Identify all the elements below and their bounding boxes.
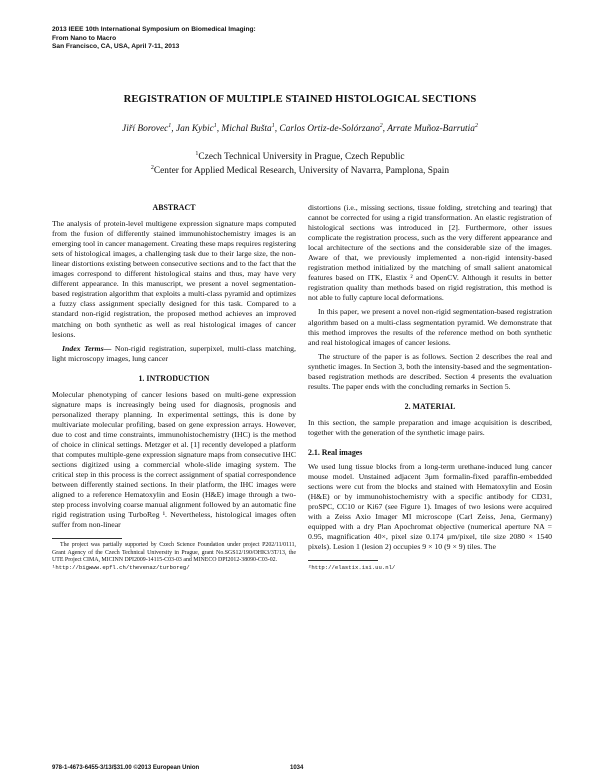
- author-affiliation-mark: 1: [271, 123, 275, 129]
- affiliation-line: $^1$Czech Technical University in Prague, Czech Republic: [195, 151, 405, 162]
- intro-continued-text: distortions (i.e., missing sections, tissue folding, stretching and tearing) that cannot be corrected for using a rigid transformation. An elastic registration of histological sections was introduced in [2]. Furthermore, other issues complicate the registration process, such as the very different appearance and local architecture of the sections and the considerable size of the images. Aware of that, we previously implemented a non-rigid intensity-based registration method initialized by the matching of small salient anatomical features based on ITK, Elastix ² and OpenCV. Although it results in better registration quality than methods based on rigid registration, this method is not able to fully capture local deformations.: [308, 203, 552, 303]
- left-column: [52, 203, 296, 571]
- conference-line-1: 2013 IEEE 10th International Symposium on Biomedical Imaging:: [52, 26, 256, 33]
- index-terms: [52, 344, 296, 364]
- intro-contribution-text: In this paper, we present a novel non-rigid segmentation-based registration algorithm based on a multi-class segmentation pyramid. We demonstrate that this method improves the results of the reference method on both synthetic and real histological images of cancer lesions.: [308, 307, 552, 347]
- real-images-subheading: 2.1. Real images: [308, 447, 363, 457]
- author-affiliation-mark: 1: [213, 123, 217, 129]
- elastix-footnote: ²http://elastix.isi.uu.nl/: [308, 564, 396, 572]
- author-list: Jiří Borovec$^1$, Jan Kybic$^1$, Michal Bušta$^1$, Carlos Ortiz-de-Solórzano$^2$, Arrate Muñoz-Barrutia$^2$: [122, 123, 478, 134]
- author-affiliation-mark: 2: [474, 123, 478, 129]
- author-name: Carlos Ortiz-de-Solórzano: [279, 124, 380, 134]
- copyright-footer: 978-1-4673-6455-3/13/$31.00 ©2013 European Union: [52, 765, 200, 771]
- paper-title: REGISTRATION OF MULTIPLE STAINED HISTOLOGICAL SECTIONS: [123, 94, 477, 105]
- material-text: In this section, the sample preparation and image acquisition is described, together with the generation of the synthetic image pairs.: [308, 417, 552, 437]
- footnote-rule: [308, 560, 378, 561]
- right-column: [308, 203, 552, 571]
- affiliations: [0, 150, 600, 178]
- abstract-heading: ABSTRACT: [152, 203, 196, 212]
- introduction-heading: 1. INTRODUCTION: [138, 373, 210, 383]
- abstract-text: The analysis of protein-level multigene expression signature maps computed from the fusion of differently stained immunohistochemistry images is an emerging tool in cancer management. Creating these maps requires registering sets of histological images, a challenging task due to their large size, the non-linear distortions existing between consecutive sections and to the fact that the images correspond to different histological stains and thus, may have very different appearance. In this manuscript, we present a novel segmentation-based registration algorithm that exploits a multi-class pyramid and optimizes a fuzzy class assignment specially designed for this task. Compared to a standard non-rigid registration, the proposed method achieves an improved matching on both synthetic as well as real histological images of cancer lesions.: [52, 219, 296, 339]
- affiliation-line: $^2$Center for Applied Medical Research, University of Navarra, Pamplona, Spain: [150, 165, 450, 176]
- index-terms-label: Index Terms—: [62, 343, 112, 353]
- footnote-rule: [52, 538, 122, 539]
- author-name: Michal Bušta: [221, 124, 272, 134]
- author-affiliation-mark: 2: [379, 123, 383, 129]
- author-name: Jan Kybic: [175, 124, 214, 134]
- conference-line-3: San Francisco, CA, USA, April 7-11, 2013: [52, 43, 180, 51]
- introduction-text: Molecular phenotyping of cancer lesions based on multi-gene expression signature maps is increasingly being used for diagnosis, prognosis and personalized therapy planning. In experimental settings, this is done by multivariate molecular profiling, based on gene expression arrays. However, due to cost and time constraints, immunohistochemistry (IHC) is the method of choice in clinical settings. Metzger et al. [1] recently developed a platform that computes multiple-gene expression signature maps from consecutive IHC sections digitized using a commercial whole-slide imaging system. The critical step in this process is the correct assignment of spatial correspondence between differently stained sections. In their platform, the IHC images were aligned to a reference Hematoxylin and Eosin (H&E) image through a two-step process involving coarse manual alignment followed by an automatic fine rigid registration using TurboReg ¹. Nevertheless, histological images often suffer from non-linear: [52, 389, 296, 530]
- material-heading: 2. MATERIAL: [404, 401, 456, 411]
- paper-structure-text: The structure of the paper is as follows. Section 2 describes the real and synthetic images. In Section 3, both the intensity-based and the segmentation-based registration methods are described. Section 4 presents the evaluation results. The paper ends with the concluding remarks in Section 5.: [308, 351, 552, 391]
- turboreg-footnote: ¹http://bigwww.epfl.ch/thevenaz/turboreg/: [52, 564, 190, 572]
- page-number: 1034: [290, 765, 304, 771]
- author-affiliation-mark: 1: [168, 123, 172, 129]
- author-name: Jiří Borovec: [122, 124, 169, 134]
- real-images-text: We used lung tissue blocks from a long-term urethane-induced lung cancer mouse model. Unstained adjacent 3μm formalin-fixed paraffin-embedded sections were cut from the blocks and stained with Hematoxylin and Eosin (H&E) or by immunohistochemistry with a specific antibody for CD31, proSPC, CC10 or Ki67 (see Figure 1). Images of two lesions were acquired with a Zeiss Axio Imager MI microscope (Carl Zeiss, Jena, Germany) equipped with a dry Plan Apochromat objective (numerical aperture NA = 0.95, magnification 40×, pixel size 0.174 μm/pixel, tile size 2080 × 1540 pixels). Lesion 1 (lesion 2) occupies 9 × 10 (9 × 9) tiles. The: [308, 462, 552, 552]
- conference-header: [52, 26, 256, 52]
- funding-footnote: The project was partially supported by Czech Science Foundation under project P202/11/0111, Grant Agency of the Czech Technical University in Prague, grant No.SGS12/190/OHK3/3T/13, the UTE Project CIMA, MICINN DPI2009-14115-C03-03 and MINECO DPI2012-38090-C03-02.: [52, 542, 296, 563]
- left-footnotes: [52, 538, 296, 571]
- right-footnotes: [308, 560, 552, 571]
- index-terms-text: Non-rigid registration, superpixel, multi-class matching, light microscopy images, lung cancer: [52, 343, 296, 363]
- author-name: Arrate Muñoz-Barrutia: [387, 124, 475, 134]
- conference-line-2: From Nano to Macro: [52, 34, 117, 42]
